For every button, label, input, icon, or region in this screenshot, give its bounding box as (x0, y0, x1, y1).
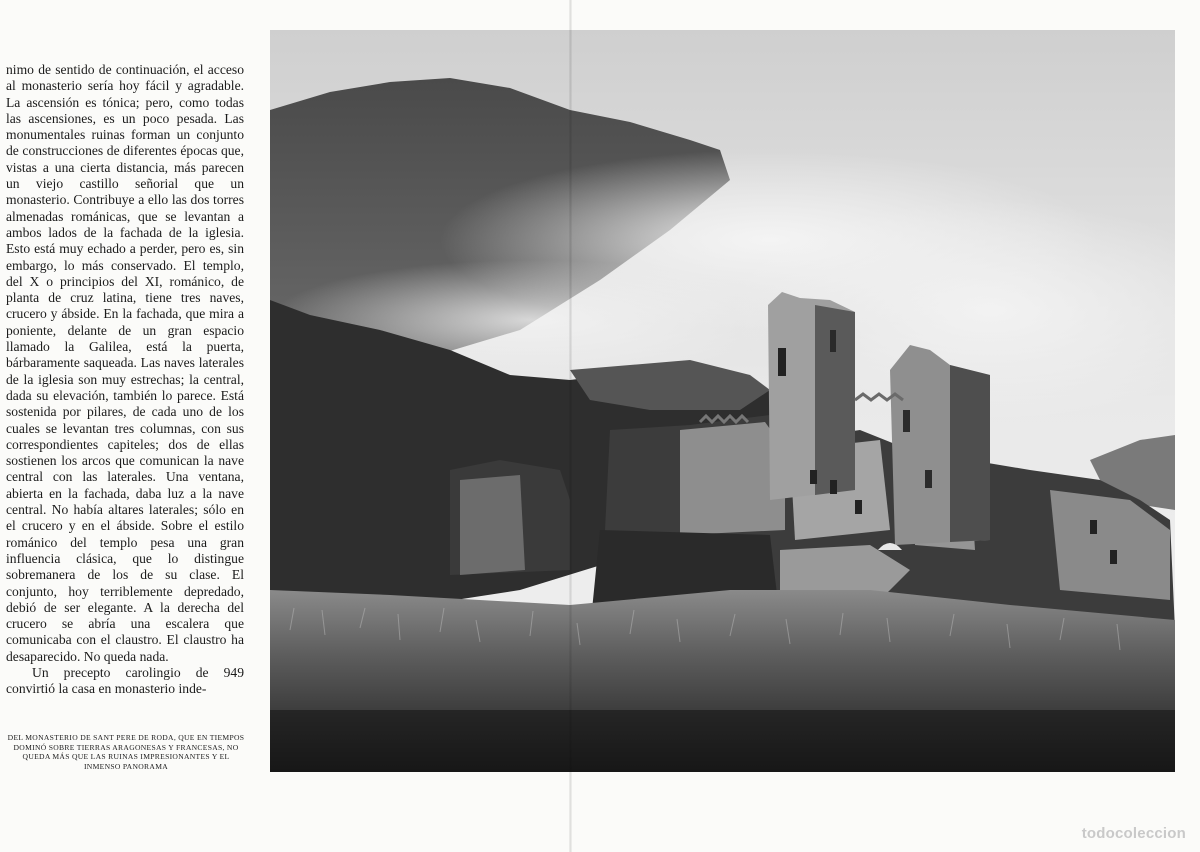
page-fold (569, 0, 572, 852)
monastery-photo-illustration (270, 30, 1175, 772)
photo-caption: DEL MONASTERIO DE SANT PERE DE RODA, QUE EN TIEMPOS DOMINÓ SOBRE TIERRAS ARAGONESAS Y FRANCESAS, NO QUEDA MÁS QUE LAS RUINAS IMPRESIONANTES Y EL INMENSO PANORAMA (7, 733, 245, 771)
article-paragraph-2: Un precepto carolingio de 949 convirtió la casa en monasterio inde- (6, 664, 244, 697)
article-text (6, 62, 244, 698)
article-paragraph-1: nimo de sentido de continuación, el acceso al monasterio sería hoy fácil y agradable. La ascensión es tónica; pero, como todas las ascensiones, es un poco pesada. Las monumentales ruinas forman un conjunto de construcciones de diferentes épocas que, vistas a una cierta distancia, más parecen un viejo castillo señorial que un monasterio. Contribuye a ello las dos torres almenadas románicas, que se levantan a ambos lados de la fachada de la iglesia. Esto está muy echado a perder, pero es, sin embargo, lo más conservado. El templo, del X o principios del XI, románico, de planta de cruz latina, tiene tres naves, crucero y ábside. En la fachada, que mira a poniente, delante de un gran espacio llamado la Galilea, está la puerta, bárbaramente saqueada. Las naves laterales de la iglesia son muy estrechas; la central, dada su elevación, también lo parece. Está sostenida por pilares, de cada uno de los cuales se levantan tres columnas, con sus correspondientes capiteles; dos de ellas sostienen los arcos que comunican la nave central con las laterales. Una ventana, abierta en la fachada, daba luz a la nave central. No había altares laterales; sólo en el crucero y en el ábside. Sobre el estilo románico del templo pesa una gran influencia clásica, que lo distingue sobremanera de los de su clase. El conjunto, hoy terriblemente depredado, debió de ser elegante. A la derecha del crucero se abría una escalera que comunicaba con el claustro. El claustro ha desaparecido. No queda nada. (6, 62, 244, 664)
watermark: todocoleccion (1081, 825, 1186, 842)
monastery-photograph (270, 30, 1175, 772)
